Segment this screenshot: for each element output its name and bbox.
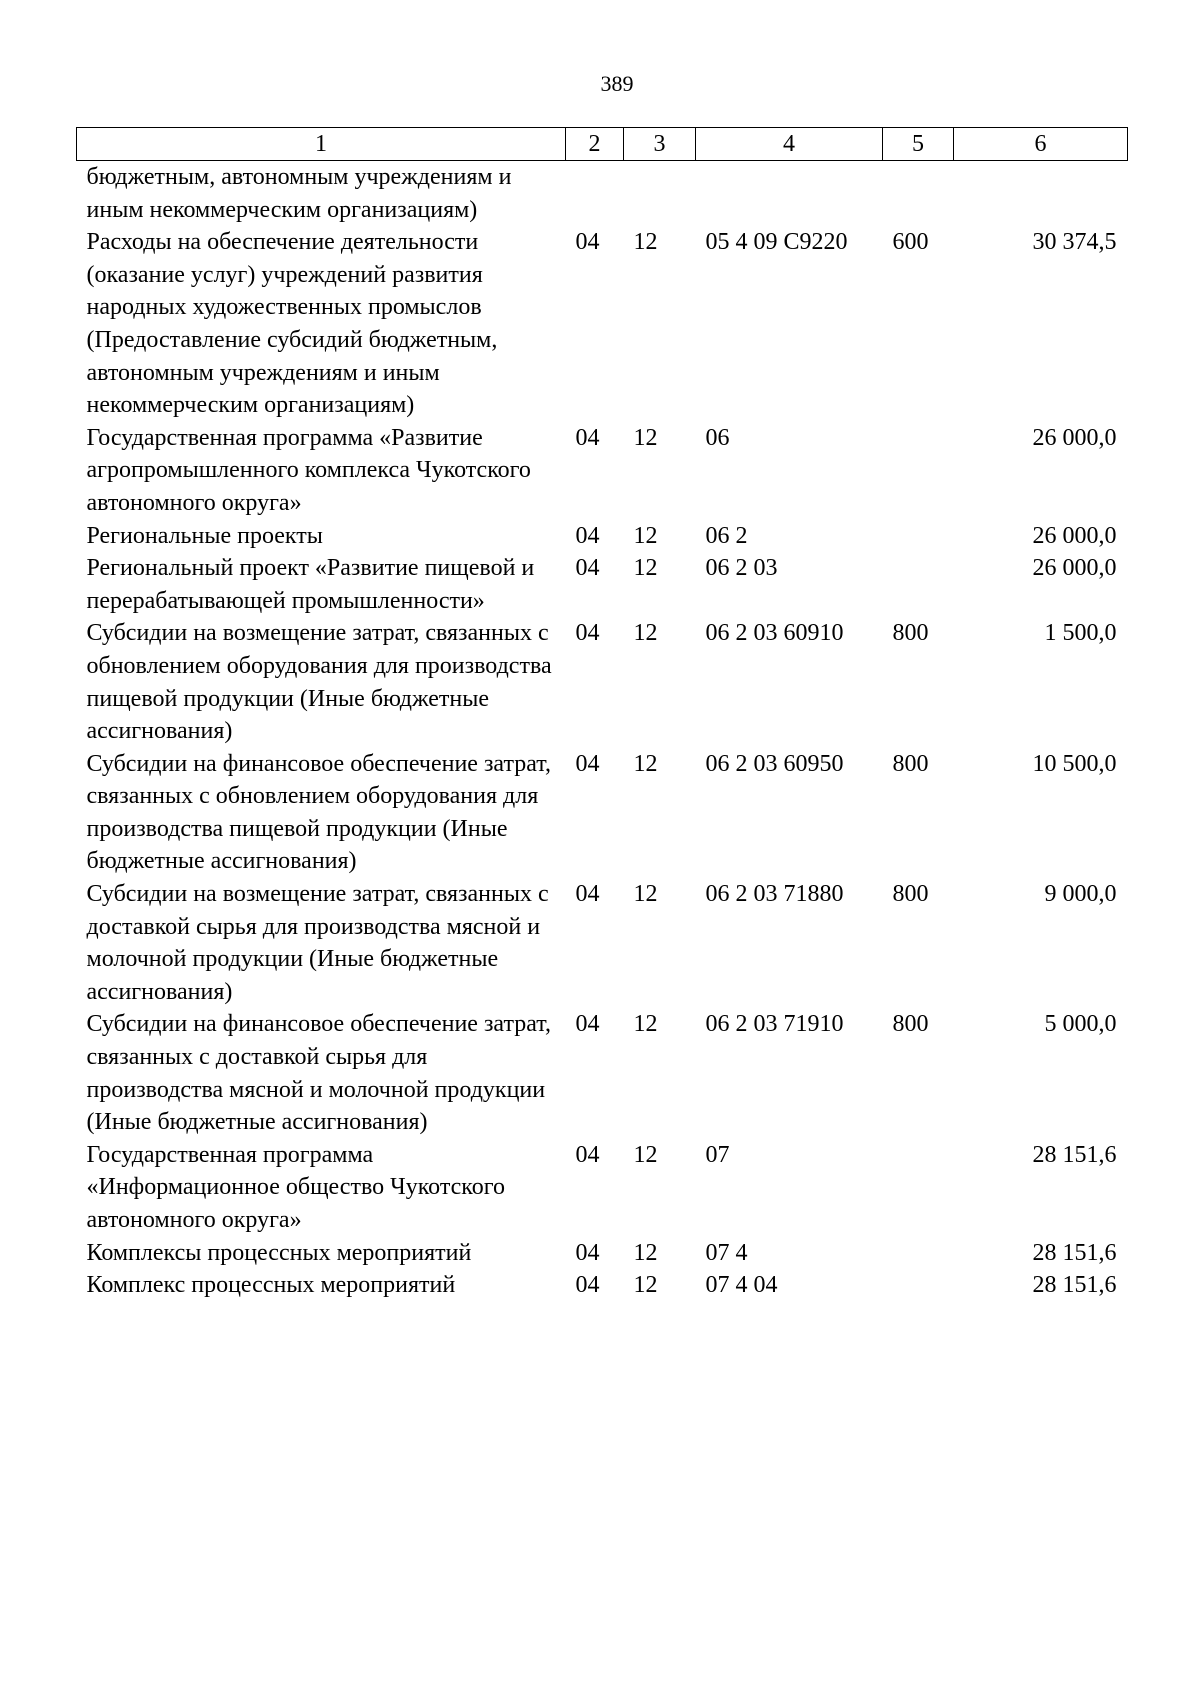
row-subsection: 12	[633, 1141, 658, 1168]
row-section: 04	[575, 750, 600, 777]
table-row	[77, 226, 1128, 422]
row-name: Субсидии на возмещение затрат, связанных с доставкой сырья для производства мясной и молочной продукции (Иные бюджетные ассигнования)	[86, 881, 549, 1005]
row-name: Государственная программа «Информационное общество Чукотского автономного округа»	[86, 1141, 505, 1233]
row-section: 04	[575, 1141, 600, 1168]
row-target-code: 06 2 03	[705, 555, 778, 582]
row-subsection: 12	[633, 750, 658, 777]
row-section: 04	[575, 1239, 600, 1266]
table-row	[77, 552, 1128, 617]
row-amount: 10 500,0	[1032, 750, 1117, 777]
table-row	[77, 422, 1128, 520]
row-amount	[954, 161, 1128, 227]
row-expense-type: 800	[892, 620, 929, 647]
header-col-5: 5	[883, 128, 954, 161]
row-expense-type	[883, 161, 954, 227]
row-subsection: 12	[633, 620, 658, 647]
row-expense-type: 800	[892, 750, 929, 777]
row-name: Комплексы процессных мероприятий	[86, 1239, 472, 1266]
table-row	[77, 878, 1128, 1008]
row-expense-type: 800	[892, 1011, 929, 1038]
budget-table	[76, 127, 1128, 1302]
row-expense-type: 600	[892, 229, 929, 256]
table-row	[77, 1008, 1128, 1138]
row-name: Субсидии на финансовое обеспечение затрат, связанных с обновлением оборудования для производства пищевой продукции (Иные бюджетные ассигнования)	[86, 750, 551, 875]
row-target-code: 06 2 03 71880	[705, 881, 844, 908]
row-subsection: 12	[633, 881, 658, 908]
row-section: 04	[575, 424, 600, 451]
row-amount: 28 151,6	[1032, 1239, 1117, 1266]
row-amount: 26 000,0	[1032, 555, 1117, 582]
row-target-code: 06 2 03 60950	[705, 750, 844, 777]
row-target-code: 06	[705, 424, 730, 451]
row-name: Региональные проекты	[86, 522, 323, 549]
page-number: 389	[600, 71, 634, 96]
row-target-code: 06 2	[705, 522, 748, 549]
row-amount: 28 151,6	[1032, 1141, 1117, 1168]
row-name: Субсидии на возмещение затрат, связанных с обновлением оборудования для производства пищевой продукции (Иные бюджетные ассигнования)	[86, 620, 552, 745]
row-subsection: 12	[633, 1272, 658, 1299]
header-col-6: 6	[954, 128, 1128, 161]
row-name: Комплекс процессных мероприятий	[86, 1272, 456, 1299]
row-section: 04	[575, 881, 600, 908]
table-row	[77, 1237, 1128, 1270]
row-name: Региональный проект «Развитие пищевой и перерабатывающей промышленности»	[86, 555, 535, 614]
table-row	[77, 748, 1128, 878]
row-section	[566, 161, 624, 227]
row-name: Расходы на обеспечение деятельности (оказание услуг) учреждений развития народных художественных промыслов (Предоставление субсидий бюджетным, автономным учреждениям и иным некоммерческим организациям)	[86, 229, 498, 419]
row-section: 04	[575, 229, 600, 256]
row-expense-type	[883, 520, 954, 553]
row-subsection: 12	[633, 229, 658, 256]
row-amount: 9 000,0	[1044, 881, 1117, 908]
row-name: бюджетным, автономным учреждениям и иным некоммерческим организациям)	[86, 164, 512, 223]
table-row	[77, 1139, 1128, 1237]
table-row	[77, 617, 1128, 747]
row-name: Субсидии на финансовое обеспечение затрат, связанных с доставкой сырья для производства мясной и молочной продукции (Иные бюджетные ассигнования)	[86, 1011, 551, 1136]
row-name: Государственная программа «Развитие агропромышленного комплекса Чукотского автономного округа»	[86, 424, 531, 516]
row-section: 04	[575, 522, 600, 549]
row-subsection: 12	[633, 1011, 658, 1038]
row-target-code: 07 4 04	[705, 1272, 778, 1299]
table-row	[77, 520, 1128, 553]
row-amount: 5 000,0	[1044, 1011, 1117, 1038]
row-subsection	[624, 161, 696, 227]
row-target-code: 05 4 09 С9220	[705, 229, 848, 256]
row-amount: 26 000,0	[1032, 424, 1117, 451]
row-target-code: 07 4	[705, 1239, 748, 1266]
row-subsection: 12	[633, 1239, 658, 1266]
row-target-code	[696, 161, 883, 227]
row-subsection: 12	[633, 424, 658, 451]
header-col-2: 2	[566, 128, 624, 161]
row-subsection: 12	[633, 555, 658, 582]
header-col-4: 4	[696, 128, 883, 161]
row-target-code: 06 2 03 71910	[705, 1011, 844, 1038]
row-section: 04	[575, 620, 600, 647]
row-expense-type	[883, 1139, 954, 1237]
row-target-code: 06 2 03 60910	[705, 620, 844, 647]
row-section: 04	[575, 1272, 600, 1299]
table-row	[77, 1269, 1128, 1302]
row-amount: 30 374,5	[1032, 229, 1117, 256]
row-subsection: 12	[633, 522, 658, 549]
row-target-code: 07	[705, 1141, 730, 1168]
row-expense-type	[883, 552, 954, 617]
row-section: 04	[575, 555, 600, 582]
header-col-1: 1	[77, 128, 566, 161]
row-amount: 26 000,0	[1032, 522, 1117, 549]
header-col-3: 3	[624, 128, 696, 161]
row-amount: 1 500,0	[1044, 620, 1117, 647]
row-expense-type	[883, 1269, 954, 1302]
row-expense-type	[883, 1237, 954, 1270]
row-amount: 28 151,6	[1032, 1272, 1117, 1299]
row-expense-type: 800	[892, 881, 929, 908]
row-expense-type	[883, 422, 954, 520]
table-row	[77, 161, 1128, 227]
row-section: 04	[575, 1011, 600, 1038]
table-header-row	[77, 128, 1128, 161]
